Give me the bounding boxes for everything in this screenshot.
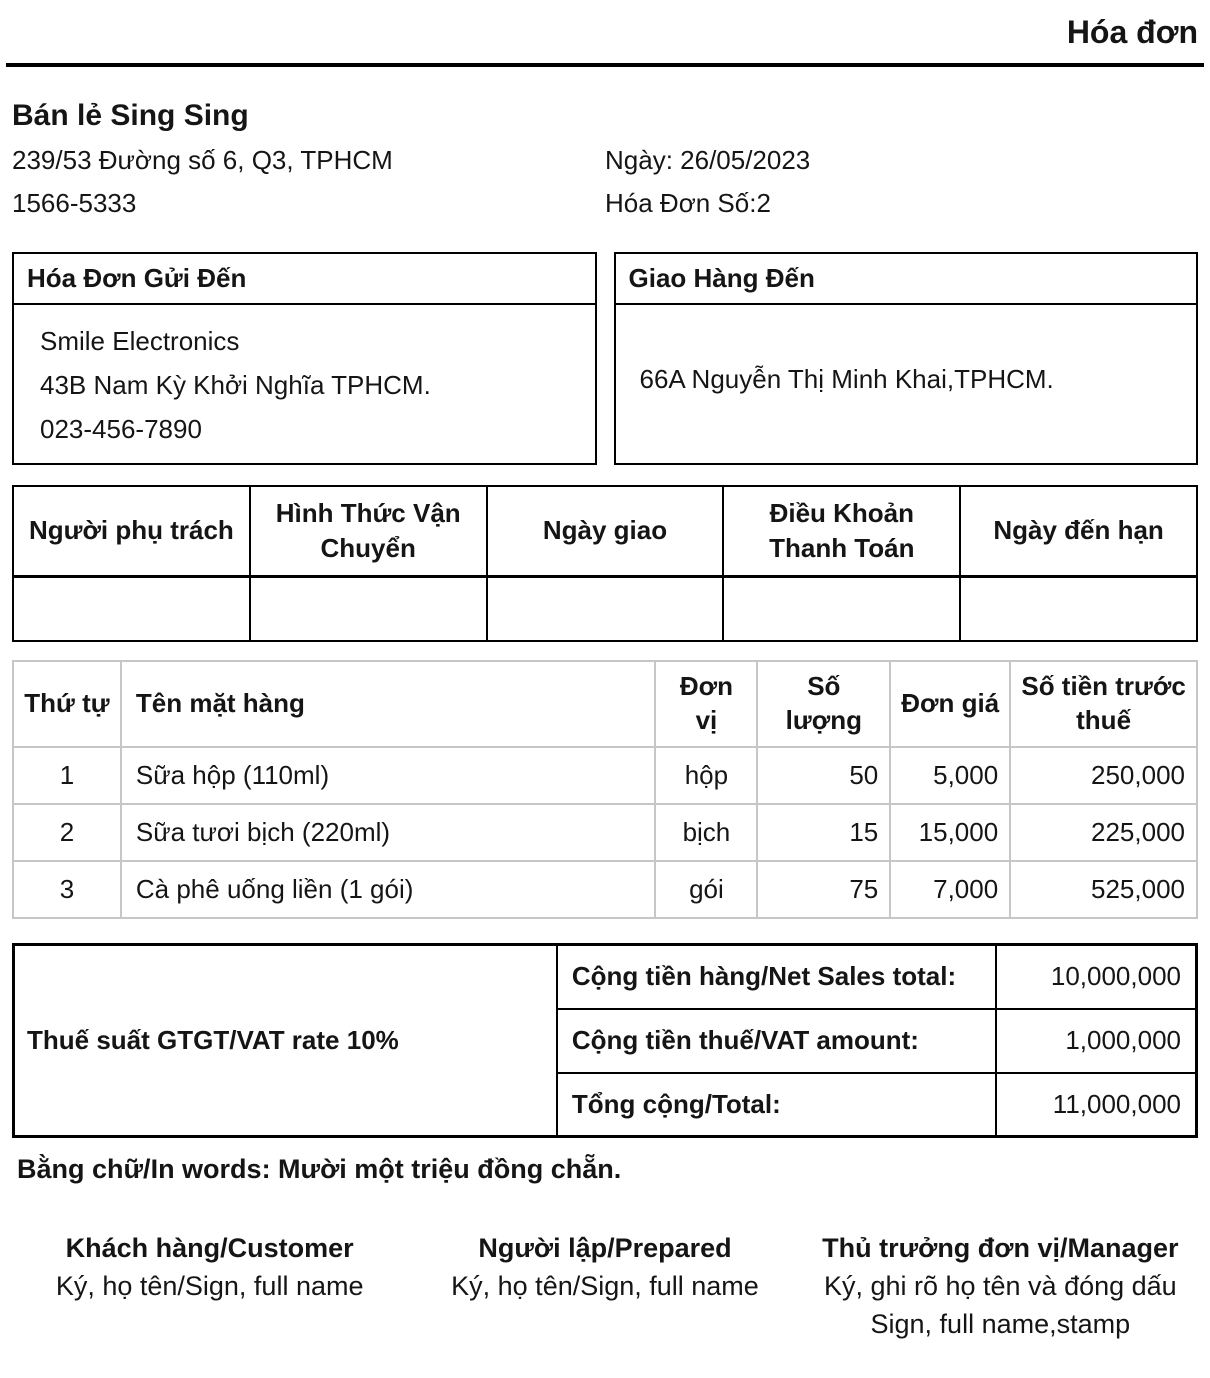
shipping-empty-cell — [13, 576, 250, 641]
shipping-header-cell: Ngày đến hạn — [960, 486, 1197, 576]
net-total-value: 10,000,000 — [996, 945, 1197, 1009]
item-amount: 225,000 — [1010, 804, 1197, 861]
item-unit-price: 15,000 — [890, 804, 1010, 861]
title-row — [12, 10, 1198, 51]
item-name: Sữa hộp (110ml) — [121, 747, 656, 804]
seller-name: Bán lẻ Sing Sing — [12, 99, 249, 132]
item-unit-price: 5,000 — [890, 747, 1010, 804]
shipping-empty-cell — [487, 576, 724, 641]
item-unit: bịch — [655, 804, 757, 861]
shipping-header-cell: Người phụ trách — [13, 486, 250, 576]
item-amount: 250,000 — [1010, 747, 1197, 804]
item-name: Cà phê uống liền (1 gói) — [121, 861, 656, 918]
items-header-row — [13, 661, 1197, 747]
shipping-empty-cell — [723, 576, 960, 641]
item-quantity: 15 — [757, 804, 890, 861]
bill-to-phone: 023-456-7890 — [40, 414, 202, 444]
ship-to-body — [616, 305, 1197, 455]
item-index: 1 — [13, 747, 121, 804]
shipping-empty-cell — [250, 576, 487, 641]
signature-line: Sign, full name,stamp — [870, 1309, 1131, 1339]
items-header-cell: Số lượng — [757, 661, 890, 747]
signature-block-customer — [12, 1229, 407, 1343]
seller-address: 239/53 Đường số 6, Q3, TPHCM — [12, 145, 393, 175]
signature-block-preparer — [407, 1229, 802, 1343]
items-header-cell: Đơn vị — [655, 661, 757, 747]
signature-title: Thủ trưởng đơn vị/Manager — [822, 1233, 1179, 1263]
vat-amount-value: 1,000,000 — [996, 1009, 1197, 1073]
invoice-date: Ngày: 26/05/2023 — [605, 145, 811, 175]
bill-to-header: Hóa Đơn Gửi Đến — [14, 254, 595, 305]
bill-to-body — [14, 305, 595, 463]
header-rule — [6, 63, 1204, 67]
item-unit: gói — [655, 861, 757, 918]
invoice-number: Hóa Đơn Số:2 — [605, 188, 771, 218]
shipping-header-cell: Điều Khoản Thanh Toán — [723, 486, 960, 576]
shipping-empty-cell — [960, 576, 1197, 641]
signature-line: Ký, ghi rõ họ tên và đóng dấu — [823, 1271, 1177, 1301]
signature-line: Ký, họ tên/Sign, full name — [451, 1271, 759, 1301]
item-unit-price: 7,000 — [890, 861, 1010, 918]
table-row — [13, 861, 1197, 918]
signature-block-manager — [803, 1229, 1198, 1343]
item-name: Sữa tươi bịch (220ml) — [121, 804, 656, 861]
net-total-label: Cộng tiền hàng/Net Sales total: — [557, 945, 996, 1009]
shipping-header-cell: Ngày giao — [487, 486, 724, 576]
item-amount: 525,000 — [1010, 861, 1197, 918]
vat-amount-label: Cộng tiền thuế/VAT amount: — [557, 1009, 996, 1073]
shipping-header-cell: Hình Thức Vận Chuyển — [250, 486, 487, 576]
item-unit: hộp — [655, 747, 757, 804]
shipping-table — [12, 485, 1198, 642]
table-row — [13, 804, 1197, 861]
address-boxes — [12, 252, 1198, 465]
amount-in-words: Bằng chữ/In words: Mười một triệu đồng chẵn. — [17, 1154, 622, 1184]
items-header-cell: Số tiền trước thuế — [1010, 661, 1197, 747]
bill-to-box — [12, 252, 597, 465]
items-header-cell: Thứ tự — [13, 661, 121, 747]
grand-total-value: 11,000,000 — [996, 1073, 1197, 1137]
table-row — [13, 747, 1197, 804]
items-table — [12, 660, 1198, 919]
bill-to-address: 43B Nam Kỳ Khởi Nghĩa TPHCM. — [40, 370, 431, 400]
signature-line: Ký, họ tên/Sign, full name — [55, 1271, 364, 1301]
totals-box — [12, 943, 1198, 1138]
ship-to-address: 66A Nguyễn Thị Minh Khai,TPHCM. — [639, 364, 1054, 395]
seller-info-grid — [12, 143, 1198, 220]
ship-to-box — [614, 252, 1199, 465]
totals-row — [14, 945, 1197, 1009]
items-header-cell: Tên mặt hàng — [121, 661, 656, 747]
items-header-cell: Đơn giá — [890, 661, 1010, 747]
item-index: 2 — [13, 804, 121, 861]
vat-rate-note: Thuế suất GTGT/VAT rate 10% — [14, 945, 557, 1137]
seller-phone: 1566-5333 — [12, 188, 137, 218]
ship-to-header: Giao Hàng Đến — [616, 254, 1197, 305]
signature-title: Khách hàng/Customer — [65, 1233, 354, 1263]
signature-section — [12, 1229, 1198, 1343]
shipping-header-row — [13, 486, 1197, 576]
page-title: Hóa đơn — [1066, 14, 1198, 50]
item-quantity: 50 — [757, 747, 890, 804]
signature-title: Người lập/Prepared — [478, 1233, 732, 1263]
grand-total-label: Tổng cộng/Total: — [557, 1073, 996, 1137]
item-quantity: 75 — [757, 861, 890, 918]
bill-to-name: Smile Electronics — [40, 326, 240, 356]
shipping-empty-row — [13, 576, 1197, 641]
item-index: 3 — [13, 861, 121, 918]
